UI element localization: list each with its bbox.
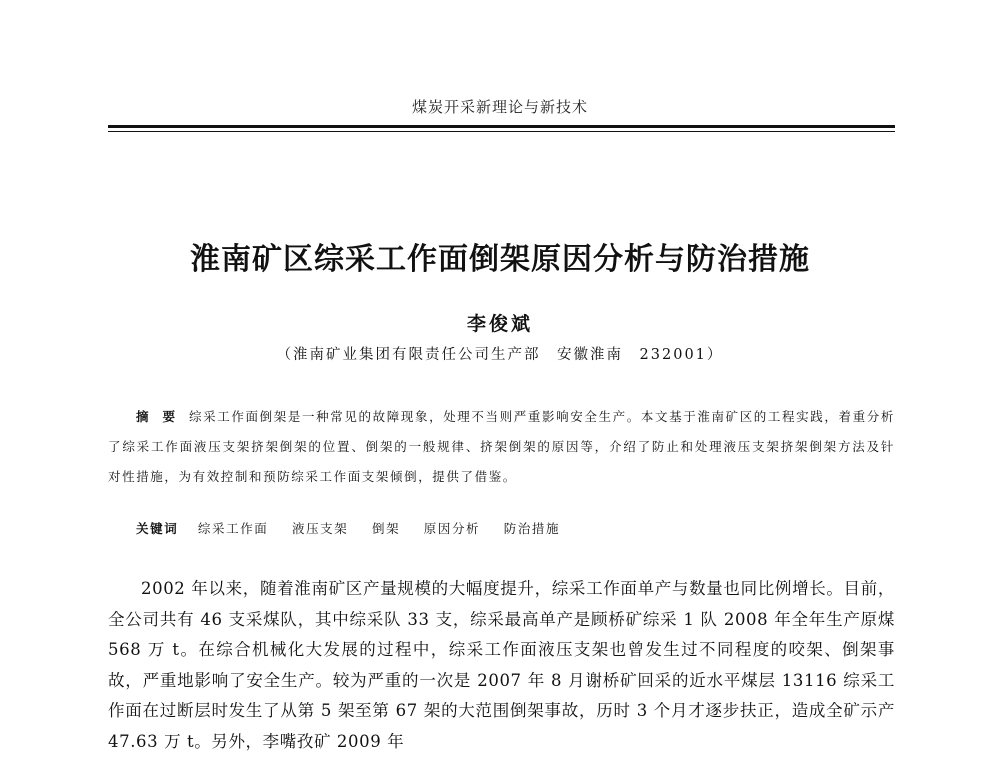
keyword: 原因分析 bbox=[423, 521, 481, 536]
keyword: 防治措施 bbox=[503, 521, 561, 536]
abstract-text: 综采工作面倒架是一种常见的故障现象，处理不当则严重影响安全生产。本文基于淮南矿区的工程实践，着重分析了综采工作面液压支架挤架倒架的位置、倒架的一般规律、挤架倒架的原因等，介绍了防止和处理液压支架挤架倒架方法及针对性措施，为有效控制和预防综采工作面支架倾倒，提供了借鉴。 bbox=[108, 409, 895, 484]
keywords-label: 关键词 bbox=[136, 521, 179, 536]
keywords bbox=[136, 519, 578, 537]
header-rule-thin bbox=[108, 131, 895, 132]
author-affiliation: （淮南矿业集团有限责任公司生产部 安徽淮南 232001） bbox=[276, 347, 724, 363]
running-header: 煤炭开采新理论与新技术 bbox=[411, 98, 588, 116]
article-title: 淮南矿区综采工作面倒架原因分析与防治措施 bbox=[190, 242, 810, 277]
abstract-label: 摘要 bbox=[136, 409, 190, 424]
author-name: 李俊斌 bbox=[466, 313, 533, 335]
keyword: 综采工作面 bbox=[197, 521, 269, 536]
keyword: 倒架 bbox=[371, 521, 401, 536]
abstract bbox=[108, 402, 895, 492]
keyword: 液压支架 bbox=[291, 521, 349, 536]
body-paragraph: 2002 年以来，随着淮南矿区产量规模的大幅度提升，综采工作面单产与数量也同比例增长。目前，全公司共有 46 支采煤队，其中综采队 33 支，综采最高单产是顾桥矿综采 1 队 2008 年全年生产原煤 568 万 t。在综合机械化大发展的过程中，综采工作面液压支架也曾发生过不同程度的咬架、倒架事故，严重地影响了安全生产。较为严重的一次是 2007 年 8 月谢桥矿回采的近水平煤层 13116 综采工作面在过断层时发生了从第 5 架至第 67 架的大范围倒架事故，历时 3 个月才逐步扶正，造成全矿示产 47.63 万 t。另外，李嘴孜矿 2009 年 bbox=[108, 579, 895, 751]
header-rule-thick bbox=[108, 125, 895, 128]
